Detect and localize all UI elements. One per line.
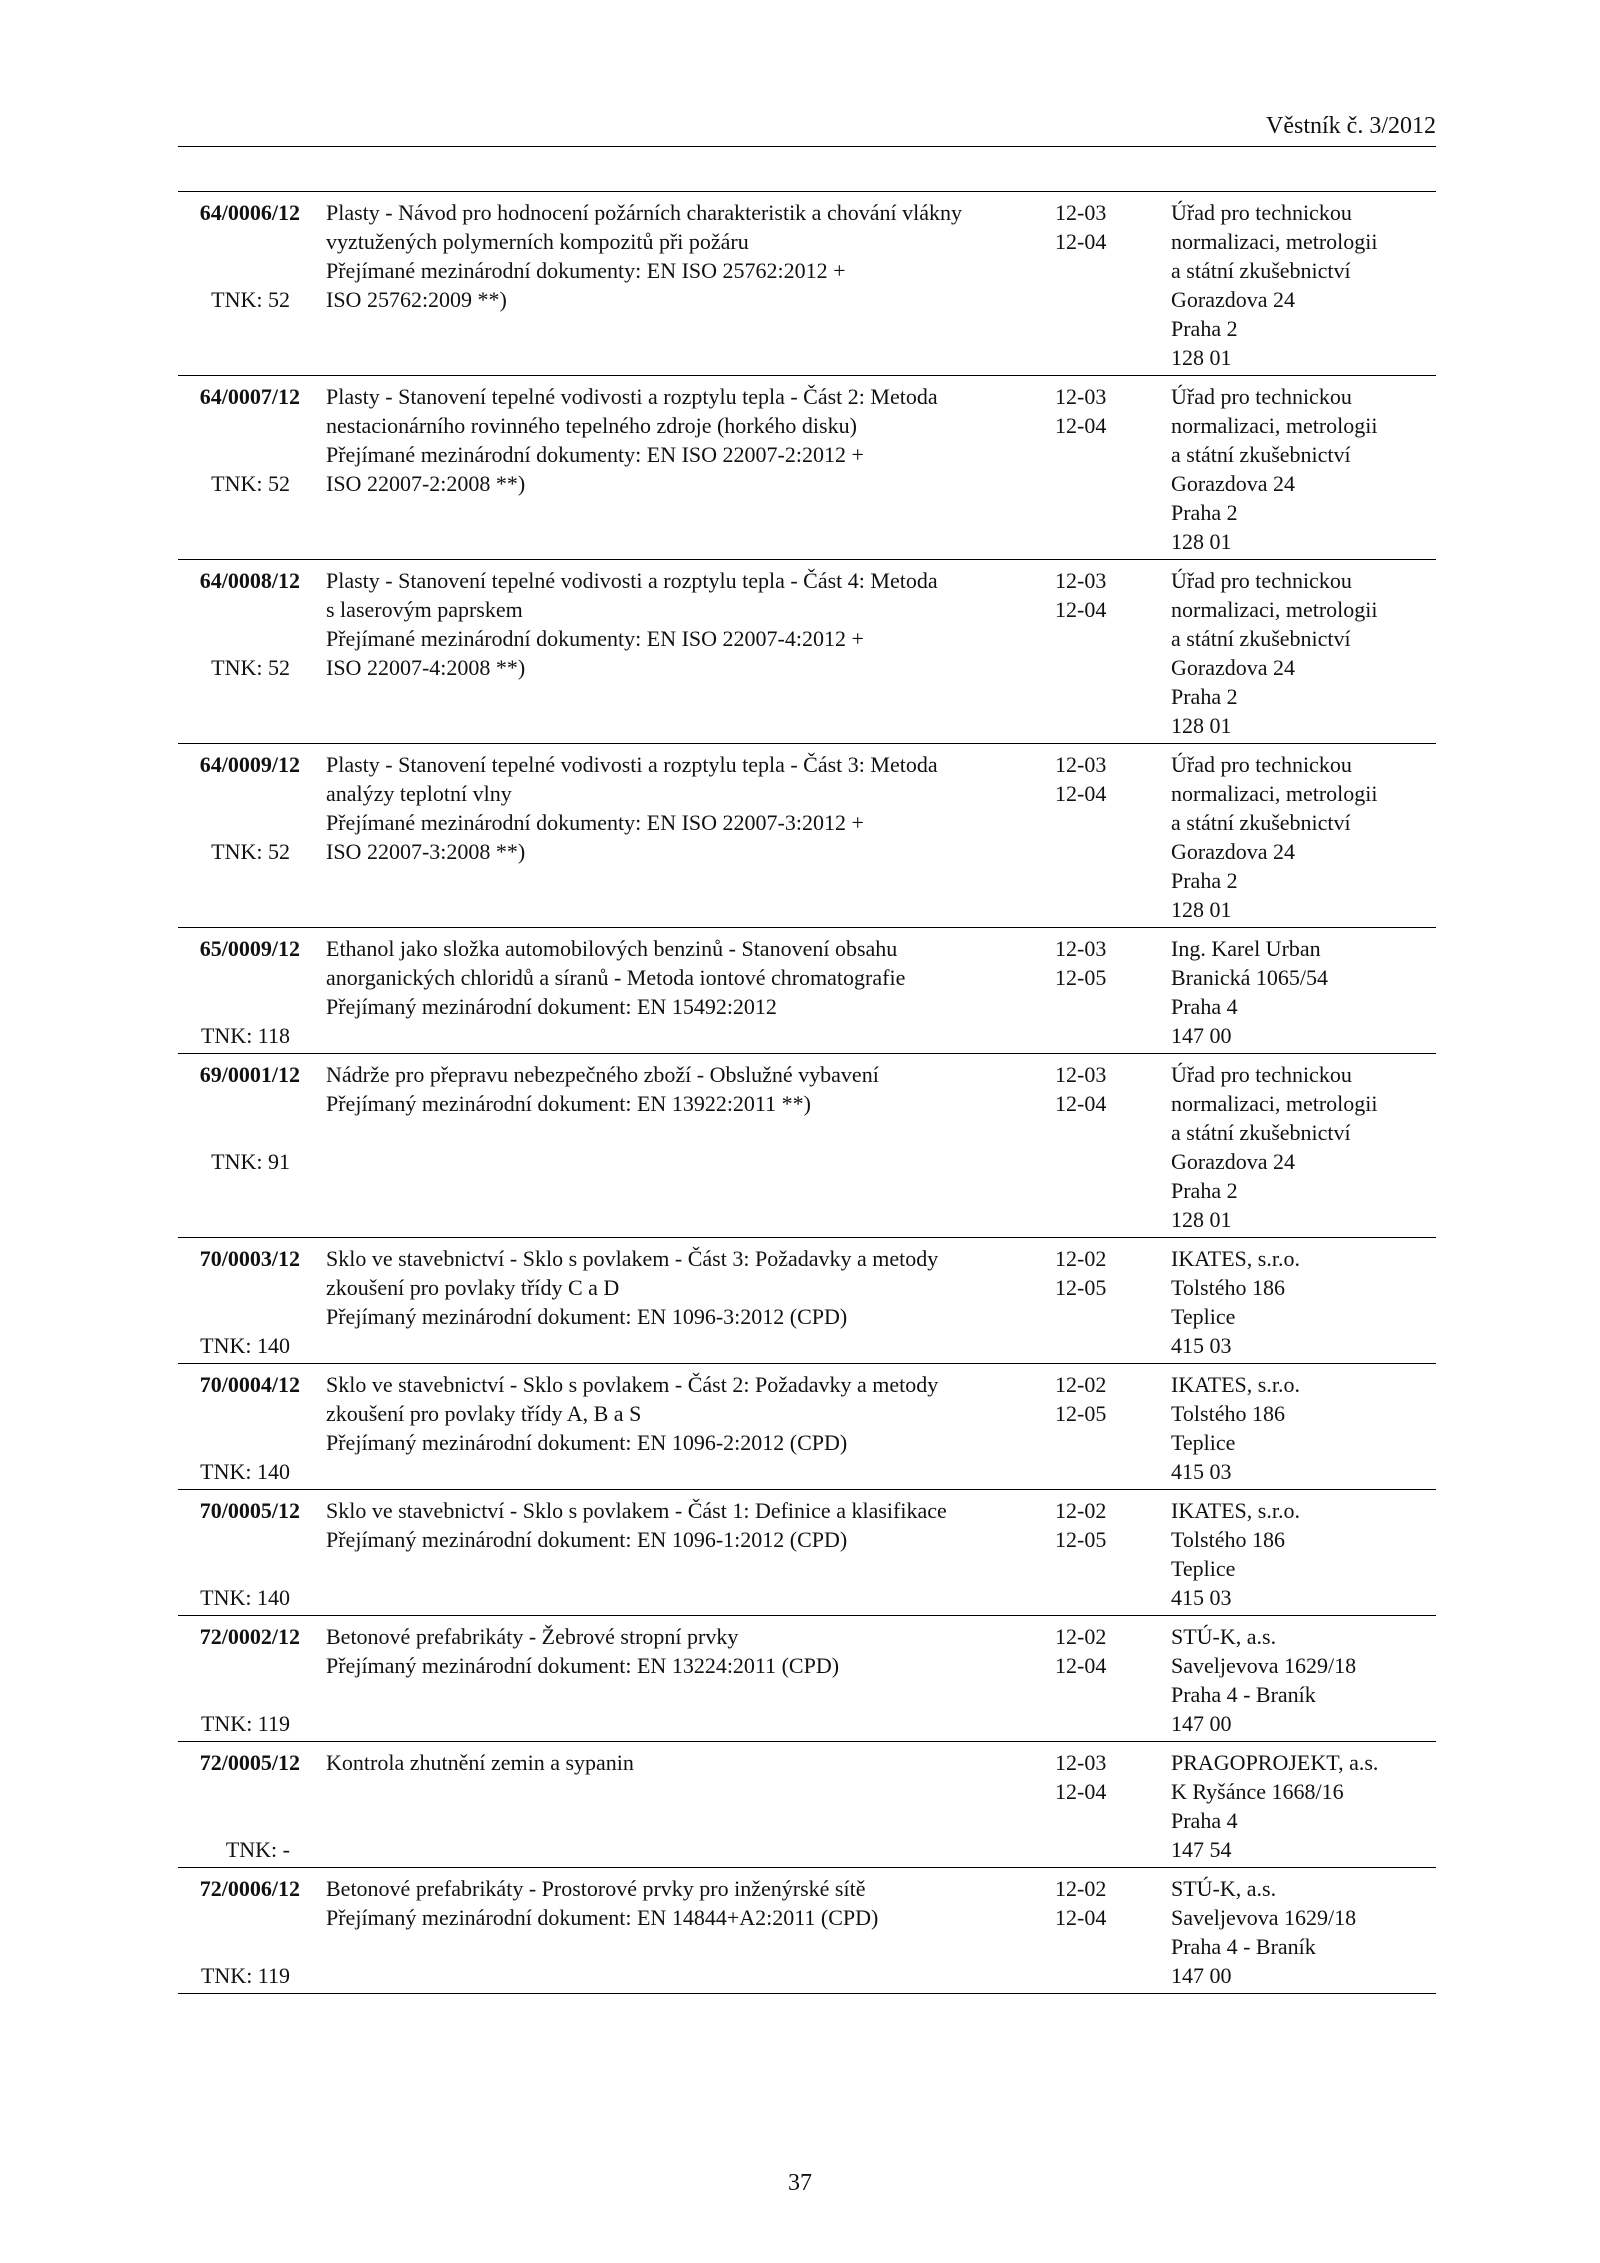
entry-description: Plasty - Návod pro hodnocení požárních charakteristik a chování vlákny vyztužených polymerních kompozitů při požáru Přejímané mezinárodní dokumenty: EN ISO 25762:2012 + ISO 25762:2009 **) [326,200,962,312]
entry-tnk: TNK: 52 [211,655,290,680]
entry-description: Ethanol jako složka automobilových benzinů - Stanovení obsahu anorganických chloridů a síranů - Metoda iontové chromatografie Přejímaný mezinárodní dokument: EN 15492:2012 [326,936,906,1019]
entry-code: 64/0008/12 [199,568,300,593]
entry-code: 70/0003/12 [199,1246,300,1271]
entry-dates: 12-03 12-04 [1055,1750,1107,1804]
entry-code: 65/0009/12 [199,936,300,961]
entry-address: Úřad pro technickou normalizaci, metrologii a státní zkušebnictví Gorazdova 24 Praha 2 128 01 [1171,568,1378,738]
entry-dates: 12-03 12-04 [1055,384,1107,438]
entry-tnk: TNK: 118 [200,1023,290,1048]
entry-tnk: TNK: 140 [200,1585,290,1610]
entry-address: Úřad pro technickou normalizaci, metrologii a státní zkušebnictví Gorazdova 24 Praha 2 128 01 [1171,200,1378,370]
entry-code: 72/0006/12 [199,1876,300,1901]
list-item [178,1868,1436,1994]
entry-code: 72/0002/12 [199,1624,300,1649]
entry-dates: 12-03 12-04 [1055,752,1107,806]
entry-tnk: TNK: 140 [200,1333,290,1358]
entry-tnk: TNK: 52 [211,839,290,864]
standards-list [178,192,1436,1994]
entry-dates: 12-03 12-04 [1055,200,1107,254]
list-item [178,744,1436,928]
entry-dates: 12-03 12-04 [1055,1062,1107,1116]
entry-dates: 12-02 12-05 [1055,1246,1107,1300]
entry-description: Plasty - Stanovení tepelné vodivosti a rozptylu tepla - Část 4: Metoda s laserovým paprskem Přejímané mezinárodní dokumenty: EN ISO 22007-4:2012 + ISO 22007-4:2008 **) [326,568,938,680]
entry-address: STÚ-K, a.s. Saveljevova 1629/18 Praha 4 - Braník 147 00 [1171,1876,1357,1988]
entry-tnk: TNK: 119 [200,1963,290,1988]
entry-tnk: TNK: 140 [200,1459,290,1484]
list-item [178,928,1436,1054]
list-item [178,1742,1436,1868]
list-item [178,1238,1436,1364]
entry-dates: 12-02 12-05 [1055,1498,1107,1552]
entry-address: Úřad pro technickou normalizaci, metrologii a státní zkušebnictví Gorazdova 24 Praha 2 128 01 [1171,384,1378,554]
entry-address: IKATES, s.r.o. Tolstého 186 Teplice 415 03 [1171,1372,1300,1484]
entry-dates: 12-03 12-04 [1055,568,1107,622]
entry-address: IKATES, s.r.o. Tolstého 186 Teplice 415 03 [1171,1498,1300,1610]
entry-tnk: TNK: 52 [211,471,290,496]
page-number: 37 [788,2170,812,2196]
entry-description: Nádrže pro přepravu nebezpečného zboží - Obslužné vybavení Přejímaný mezinárodní dokument: EN 13922:2011 **) [326,1062,879,1116]
entry-description: Plasty - Stanovení tepelné vodivosti a rozptylu tepla - Část 3: Metoda analýzy teplotní vlny Přejímané mezinárodní dokumenty: EN ISO 22007-3:2012 + ISO 22007-3:2008 **) [326,752,938,864]
list-item [178,376,1436,560]
entry-address: STÚ-K, a.s. Saveljevova 1629/18 Praha 4 - Braník 147 00 [1171,1624,1357,1736]
entry-description: Betonové prefabrikáty - Žebrové stropní prvky Přejímaný mezinárodní dokument: EN 13224:2011 (CPD) [326,1624,840,1678]
entry-code: 70/0004/12 [199,1372,300,1397]
entry-description: Kontrola zhutnění zemin a sypanin [326,1750,634,1775]
entry-tnk: TNK: 91 [211,1149,290,1174]
entry-dates: 12-02 12-04 [1055,1624,1107,1678]
list-item [178,560,1436,744]
entry-code: 70/0005/12 [199,1498,300,1523]
list-item [178,1054,1436,1238]
entry-description: Sklo ve stavebnictví - Sklo s povlakem - Část 2: Požadavky a metody zkoušení pro povlaky třídy A, B a S Přejímaný mezinárodní dokument: EN 1096-2:2012 (CPD) [326,1372,939,1455]
list-item [178,1490,1436,1616]
entry-description: Betonové prefabrikáty - Prostorové prvky pro inženýrské sítě Přejímaný mezinárodní dokument: EN 14844+A2:2011 (CPD) [326,1876,879,1930]
entry-address: Úřad pro technickou normalizaci, metrologii a státní zkušebnictví Gorazdova 24 Praha 2 128 01 [1171,1062,1378,1232]
entry-code: 64/0007/12 [199,384,300,409]
entry-tnk: TNK: 119 [200,1711,290,1736]
entry-tnk: TNK: 52 [211,287,290,312]
entry-dates: 12-02 12-04 [1055,1876,1107,1930]
entry-description: Plasty - Stanovení tepelné vodivosti a rozptylu tepla - Část 2: Metoda nestacionárního rovinného tepelného zdroje (horkého disku) Přejímané mezinárodní dokumenty: EN ISO 22007-2:2012 + ISO 22007-2:2008 **) [326,384,938,496]
entry-dates: 12-03 12-05 [1055,936,1107,990]
journal-title: Věstník č. 3/2012 [1266,113,1436,139]
list-item [178,1616,1436,1742]
entry-code: 72/0005/12 [199,1750,300,1775]
entry-address: IKATES, s.r.o. Tolstého 186 Teplice 415 03 [1171,1246,1300,1358]
entry-code: 69/0001/12 [199,1062,300,1087]
entry-tnk: TNK: - [225,1837,290,1862]
entry-code: 64/0006/12 [199,200,300,225]
entry-code: 64/0009/12 [199,752,300,777]
entry-address: Úřad pro technickou normalizaci, metrologii a státní zkušebnictví Gorazdova 24 Praha 2 128 01 [1171,752,1378,922]
entry-description: Sklo ve stavebnictví - Sklo s povlakem - Část 1: Definice a klasifikace Přejímaný mezinárodní dokument: EN 1096-1:2012 (CPD) [326,1498,947,1552]
entry-address: PRAGOPROJEKT, a.s. K Ryšánce 1668/16 Praha 4 147 54 [1171,1750,1379,1862]
page-header [178,110,1436,147]
entry-address: Ing. Karel Urban Branická 1065/54 Praha 4 147 00 [1171,936,1329,1048]
list-item [178,192,1436,376]
entry-dates: 12-02 12-05 [1055,1372,1107,1426]
entry-description: Sklo ve stavebnictví - Sklo s povlakem - Část 3: Požadavky a metody zkoušení pro povlaky třídy C a D Přejímaný mezinárodní dokument: EN 1096-3:2012 (CPD) [326,1246,939,1329]
list-item [178,1364,1436,1490]
